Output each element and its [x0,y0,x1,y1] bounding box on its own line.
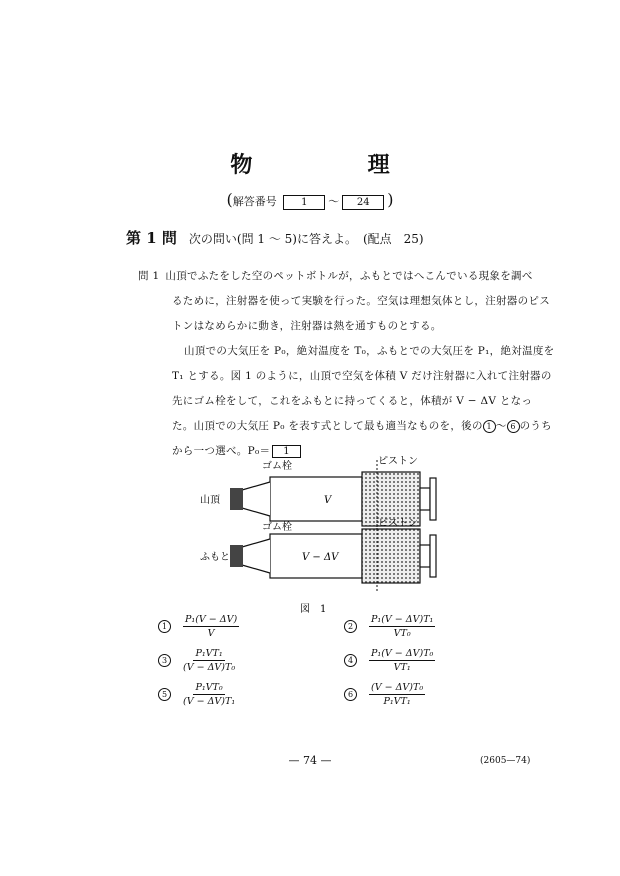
problem-label: 問 1 [138,270,160,282]
problem-line-7 [172,418,552,433]
piston-bottom [362,529,420,583]
rubber-stopper-bottom [230,545,243,567]
volume-label-top: V [324,495,332,506]
syringe-figure [180,452,450,622]
problem-line-3: トンはなめらかに動き，注射器は熱を通すものとする。 [172,320,442,332]
choice-2[interactable] [344,614,435,639]
page-title [0,148,620,179]
figure-caption: 図 1 [300,604,327,615]
denominator: (V − ΔV)T₀ [183,662,236,673]
answer-range-label: 解答番号 [232,195,277,208]
choice-3[interactable] [158,648,235,673]
choice-formula-5 [183,682,235,707]
rubber-stopper-label-bottom: ゴム栓 [262,522,292,533]
numerator: P₁(V − ΔV) [185,614,238,625]
foot-label: ふもと [200,552,230,563]
title-char-1: 物 [230,152,253,178]
problem-text-7: た。山頂での大気圧 P₀ を表す式として最も適当なものを，後の [172,420,483,432]
denominator: P₁VT₁ [383,696,411,707]
barrel-top [270,477,362,521]
problem-text: 山頂でふたをした空のペットボトルが，ふもとではへこんでいる現象を調べ [165,270,533,282]
exam-code: (2605—74) [480,756,531,766]
choice-formula-3 [183,648,235,673]
problem-line-4: 山頂での大気圧を P₀，絶対温度を T₀，ふもとでの大気圧を P₁，絶対温度を [184,345,555,357]
rubber-stopper-top [230,488,243,510]
denominator: V [207,628,215,639]
answer-number-range [0,190,620,210]
question-points: (配点 25) [362,232,424,246]
choice-formula-6 [369,682,425,707]
choice-number-4: 4 [344,654,357,667]
rubber-stopper-label-top: ゴム栓 [262,461,292,472]
numerator: (V − ΔV)T₀ [371,682,424,693]
problem-text-7-tail: のうち [519,420,552,432]
answer-range-to: 24 [342,195,384,210]
answer-range-from: 1 [283,195,325,210]
problem-text-8: から一つ選べ。P₀＝ [172,445,271,457]
range-sep: 〜 [495,420,507,432]
piston-label-top: ピストン [378,456,418,467]
answer-box-1[interactable]: 1 [272,445,301,458]
question-instruction: 次の問い(問 1 〜 5)に答えよ。 [188,232,357,246]
problem-line-1 [138,268,533,283]
paren-close: ) [387,190,394,209]
plunger-head-bottom [430,535,436,577]
numerator: P₁(V − ΔV)T₁ [371,614,434,625]
choice-5[interactable] [158,682,235,707]
paren-open: ( [226,190,233,209]
numerator: P₁VT₁ [195,648,223,659]
range-start-circle: 1 [483,420,496,433]
choice-1[interactable] [158,614,239,639]
problem-line-6: 先にゴム栓をして，これをふもとに持ってくると，体積が V − ΔV となっ [172,395,533,407]
volume-label-bottom: V − ΔV [302,552,339,563]
choice-4[interactable] [344,648,435,673]
question-number: 第 1 問 [126,229,177,247]
numerator: P₁(V − ΔV)T₀ [371,648,434,659]
choice-formula-2 [369,614,435,639]
denominator: VT₁ [393,662,411,673]
range-end-circle: 6 [507,420,520,433]
nozzle-top [242,482,270,516]
choice-formula-4 [369,648,435,673]
choice-number-6: 6 [344,688,357,701]
title-char-2: 理 [367,152,390,178]
denominator: (V − ΔV)T₁ [183,696,236,707]
choice-number-2: 2 [344,620,357,633]
plunger-head-top [430,478,436,520]
choice-6[interactable] [344,682,425,707]
problem-line-5: T₁ とする。図 1 のように，山頂で空気を体積 V だけ注射器に入れて注射器の [172,370,552,382]
page-number: — 74 — [288,754,332,767]
mountain-top-label: 山頂 [200,495,220,506]
choice-number-5: 5 [158,688,171,701]
piston-label-bottom: ピストン [378,518,418,529]
problem-line-2: るために，注射器を使って実験を行った。空気は理想気体とし，注射器のピス [172,295,550,307]
choice-number-1: 1 [158,620,171,633]
choice-number-3: 3 [158,654,171,667]
plunger-rod-bottom [420,545,430,567]
plunger-rod-top [420,488,430,510]
nozzle-bottom [242,539,270,573]
question-header [126,227,424,248]
numerator: P₁VT₀ [195,682,223,693]
answer-range-sep: 〜 [328,195,340,208]
choice-formula-1 [183,614,239,639]
denominator: VT₀ [393,628,411,639]
